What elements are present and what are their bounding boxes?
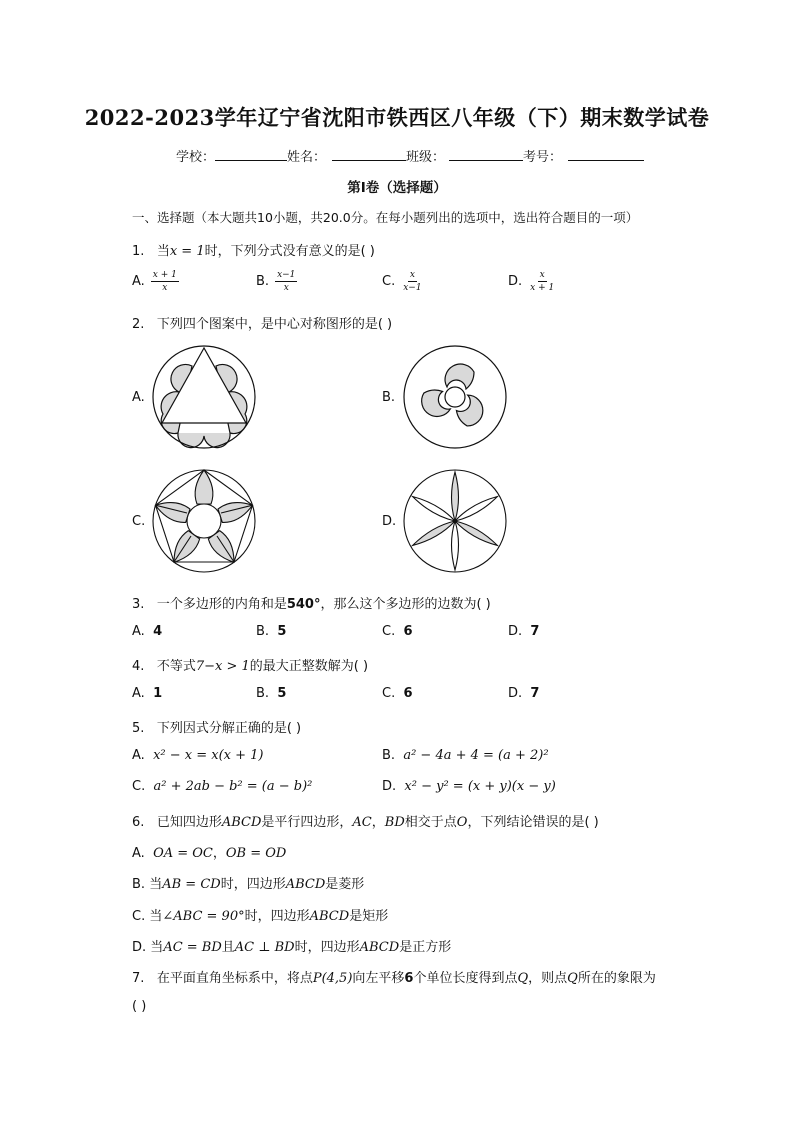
denominator: x xyxy=(162,283,168,293)
question-number: 7. xyxy=(132,971,145,986)
question-text: 当 xyxy=(156,244,170,259)
option-text: 是矩形 xyxy=(349,909,389,924)
question-6 xyxy=(132,811,599,830)
question-text: ，则点 xyxy=(528,971,568,986)
option-label: B. xyxy=(256,274,270,289)
question-text: 个单位长度得到点 xyxy=(413,971,518,986)
option-2a-label: A. xyxy=(132,390,145,405)
school-label: 学校： xyxy=(176,150,216,165)
numerator: x + 1 xyxy=(152,270,177,280)
question-number: 2. xyxy=(132,317,145,332)
option-label: C. xyxy=(382,624,396,639)
option-5b xyxy=(382,748,549,763)
option-text: 当 xyxy=(150,940,164,955)
option-2d-label: D. xyxy=(382,514,397,529)
option-label: C. xyxy=(382,686,396,701)
question-text: 时，下列分式没有意义的是( ) xyxy=(204,244,375,259)
option-3a xyxy=(132,624,162,639)
option-text: ， xyxy=(212,846,226,861)
denominator: x−1 xyxy=(403,283,422,293)
question-7 xyxy=(132,967,656,986)
option-math: ABCD xyxy=(359,940,400,955)
question-5 xyxy=(132,717,301,736)
option-2c-label: C. xyxy=(132,514,146,529)
option-text: 时，四边形 xyxy=(244,909,310,924)
question-text: 不等式 xyxy=(156,659,196,674)
option-math: ∠ABC = 90° xyxy=(162,909,245,924)
option-3b xyxy=(256,624,286,639)
numerator: x xyxy=(539,270,545,280)
question-math: P(4,5) xyxy=(312,971,353,986)
option-label: B. xyxy=(382,748,396,763)
denominator: x xyxy=(283,283,289,293)
option-value: 1 xyxy=(153,686,163,701)
question-math: Q xyxy=(567,971,578,986)
option-6a xyxy=(132,842,286,861)
question-text: 下列四个图案中，是中心对称图形的是( ) xyxy=(156,317,393,332)
option-value: a² + 2ab − b² = (a − b)² xyxy=(153,779,313,794)
question-text: 下列因式分解正确的是( ) xyxy=(156,721,302,736)
question-number: 3. xyxy=(132,597,145,612)
name-label: 姓名： xyxy=(287,150,327,165)
question-1 xyxy=(132,240,375,259)
class-label: 班级： xyxy=(406,150,446,165)
option-value: 5 xyxy=(277,624,287,639)
option-label: A. xyxy=(132,748,145,763)
question-text: 的最大正整数解为( ) xyxy=(249,659,369,674)
question-math: 7−x > 1 xyxy=(195,659,250,674)
figure-a-triangle-arcs xyxy=(151,344,257,450)
question-math: 6 xyxy=(404,971,414,986)
option-label: D. xyxy=(132,940,147,955)
figure-c-pentagram-petals xyxy=(151,468,257,574)
option-label: C. xyxy=(132,779,146,794)
option-4c xyxy=(382,686,413,701)
option-value: x² − x = x(x + 1) xyxy=(153,748,264,763)
option-math: ABCD xyxy=(285,877,326,892)
question-math: BD xyxy=(384,815,405,830)
option-math: AB = CD xyxy=(162,877,221,892)
question-math: ABCD xyxy=(221,815,262,830)
option-value: 6 xyxy=(403,686,413,701)
option-4a xyxy=(132,686,162,701)
option-4b xyxy=(256,686,286,701)
question-text: ， xyxy=(371,815,385,830)
exam-no-blank xyxy=(568,148,644,161)
option-label: B. xyxy=(132,877,146,892)
name-blank xyxy=(332,148,406,161)
question-text: 在平面直角坐标系中，将点 xyxy=(156,971,313,986)
option-label: D. xyxy=(382,779,397,794)
option-text: 当 xyxy=(149,877,163,892)
denominator: x + 1 xyxy=(530,283,555,293)
option-text: 时，四边形 xyxy=(294,940,360,955)
option-value: 7 xyxy=(530,686,540,701)
option-1d xyxy=(508,270,556,293)
numerator: x−1 xyxy=(277,270,296,280)
question-4 xyxy=(132,655,368,674)
option-value: 4 xyxy=(153,624,163,639)
question-math: 540° xyxy=(286,597,321,612)
option-label: B. xyxy=(256,624,270,639)
fraction xyxy=(151,270,179,293)
question-number: 1. xyxy=(132,244,145,259)
question-7-continuation: ( ) xyxy=(132,999,147,1014)
option-3d xyxy=(508,624,539,639)
question-text: 向左平移 xyxy=(352,971,405,986)
question-text: ，那么这个多边形的边数为( ) xyxy=(320,597,491,612)
option-label: A. xyxy=(132,846,145,861)
option-5a xyxy=(132,748,264,763)
option-math: OB = OD xyxy=(225,846,287,861)
option-value: 6 xyxy=(403,624,413,639)
exam-title: 2022-2023学年辽宁省沈阳市铁西区八年级（下）期末数学试卷 xyxy=(84,105,710,130)
option-4d xyxy=(508,686,539,701)
question-text: ，下列结论错误的是( ) xyxy=(467,815,599,830)
option-5c xyxy=(132,779,312,794)
fraction xyxy=(528,270,556,293)
figure-b-swirl xyxy=(402,344,508,450)
option-text: 当 xyxy=(149,909,163,924)
question-text: 所在的象限为 xyxy=(577,971,656,986)
option-text: 是菱形 xyxy=(325,877,365,892)
school-blank xyxy=(215,148,287,161)
fraction xyxy=(275,270,297,293)
question-text: 一个多边形的内角和是 xyxy=(156,597,287,612)
option-label: A. xyxy=(132,686,145,701)
numerator: x xyxy=(409,270,415,280)
question-number: 5. xyxy=(132,721,145,736)
option-math: AC ⊥ BD xyxy=(234,940,295,955)
option-label: A. xyxy=(132,274,145,289)
figure-d-six-petals xyxy=(402,468,508,574)
option-label: D. xyxy=(508,686,523,701)
option-1b xyxy=(256,270,297,293)
exam-no-label: 考号： xyxy=(523,150,563,165)
option-1a xyxy=(132,270,179,293)
option-6b xyxy=(132,873,364,892)
option-math: AC = BD xyxy=(163,940,222,955)
option-2b-label: B. xyxy=(382,390,396,405)
option-value: a² − 4a + 4 = (a + 2)² xyxy=(403,748,549,763)
question-text: 已知四边形 xyxy=(156,815,222,830)
section-title: 第I卷（选择题） xyxy=(347,180,447,196)
option-math: ABCD xyxy=(309,909,350,924)
option-1c xyxy=(382,270,424,293)
student-info-row xyxy=(176,146,644,165)
option-label: D. xyxy=(508,274,523,289)
option-value: 7 xyxy=(530,624,540,639)
question-math: O xyxy=(456,815,468,830)
option-label: C. xyxy=(382,274,396,289)
option-label: D. xyxy=(508,624,523,639)
option-5d xyxy=(382,779,556,794)
option-label: C. xyxy=(132,909,146,924)
question-text: 相交于点 xyxy=(404,815,457,830)
question-number: 4. xyxy=(132,659,145,674)
question-3 xyxy=(132,593,491,612)
option-6d xyxy=(132,936,451,955)
option-text: 且 xyxy=(221,940,235,955)
question-math: Q xyxy=(517,971,529,986)
option-text: 是正方形 xyxy=(399,940,452,955)
question-math: x = 1 xyxy=(169,244,205,259)
option-math: OA = OC xyxy=(153,846,213,861)
option-value: 5 xyxy=(277,686,287,701)
option-label: A. xyxy=(132,624,145,639)
question-text: 是平行四边形， xyxy=(261,815,353,830)
option-3c xyxy=(382,624,413,639)
option-value: x² − y² = (x + y)(x − y) xyxy=(404,779,556,794)
fraction xyxy=(401,270,423,293)
question-math: AC xyxy=(352,815,372,830)
option-label: B. xyxy=(256,686,270,701)
option-6c xyxy=(132,905,388,924)
option-text: 时，四边形 xyxy=(220,877,286,892)
part-one-heading: 一、选择题（本大题共10小题，共20.0分。在每小题列出的选项中，选出符合题目的一项） xyxy=(132,210,639,225)
question-number: 6. xyxy=(132,815,145,830)
question-2 xyxy=(132,313,392,332)
class-blank xyxy=(449,148,523,161)
